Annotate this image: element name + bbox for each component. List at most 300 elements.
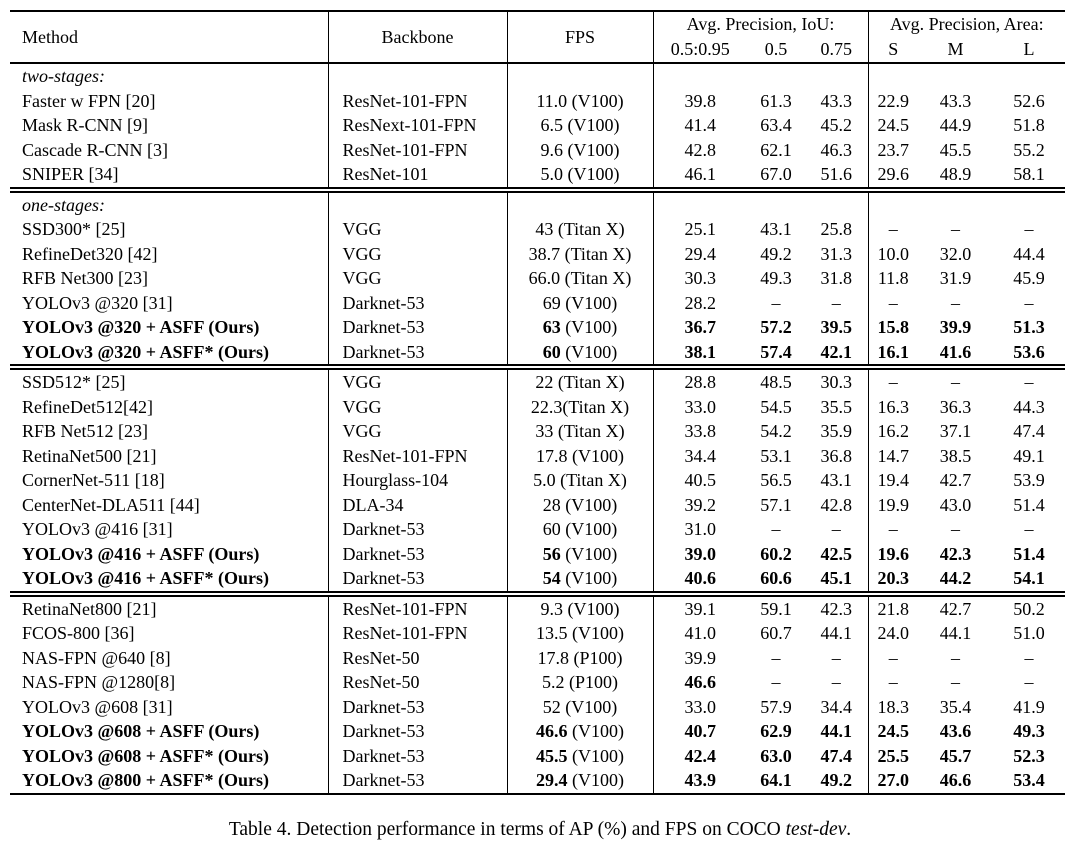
table-row — [10, 89, 1065, 114]
fps-value: 5.0 — [533, 470, 556, 490]
ap-area-cell: 35.4 — [939, 696, 972, 717]
method-cell: YOLOv3 @320 + ASFF (Ours) — [10, 315, 328, 340]
ap-iou-cell: 42.1 — [805, 340, 868, 368]
ap-iou-cell: 25.1 — [684, 219, 716, 239]
fps-device: (V100) — [560, 568, 618, 588]
table-row — [10, 566, 1065, 594]
ap-area-cell: 38.5 — [939, 445, 972, 466]
fps-device: (V100) — [567, 90, 624, 111]
ap-area-cell: – — [888, 519, 898, 539]
ap-area-cell: 19.4 — [877, 470, 910, 490]
fps-device: (V100) — [560, 696, 618, 717]
col-header-iou-05-095: 0.5:0.95 — [670, 39, 730, 59]
empty-cell — [805, 190, 868, 218]
fps-value: 6.5 — [540, 115, 563, 135]
ap-area-cell: 25.5 — [877, 745, 910, 766]
table-row — [10, 138, 1065, 163]
ap-area-cell: – — [951, 672, 961, 692]
ap-area-cell: 45.9 — [1013, 268, 1045, 288]
backbone-cell: VGG — [328, 419, 507, 444]
ap-area-cell: 37.1 — [939, 421, 972, 441]
ap-iou-cell: 39.5 — [805, 315, 868, 340]
ap-iou-cell: 63.4 — [760, 115, 792, 135]
ap-area-cell: 46.6 — [939, 770, 972, 790]
table-row — [10, 113, 1065, 138]
ap-area-cell: 44.9 — [939, 115, 972, 135]
fps-value: 28 — [542, 494, 561, 515]
backbone-cell: Darknet-53 — [328, 719, 507, 744]
empty-cell — [918, 190, 993, 218]
fps-device: (Titan X) — [555, 470, 627, 490]
ap-iou-cell: 43.1 — [805, 468, 868, 493]
fps-cell — [507, 566, 653, 594]
ap-iou-cell: 42.5 — [805, 542, 868, 567]
fps-cell — [507, 113, 653, 138]
method-cell: Cascade R-CNN [3] — [10, 138, 328, 163]
ap-iou-cell: 36.7 — [684, 317, 716, 337]
empty-cell — [507, 63, 653, 89]
ap-area-cell: 51.3 — [1013, 317, 1045, 337]
ap-iou-cell: 39.2 — [684, 494, 716, 515]
method-cell: RFB Net512 [23] — [10, 419, 328, 444]
ap-area-cell: 19.9 — [877, 494, 910, 515]
fps-cell — [507, 266, 653, 291]
ap-area-cell: – — [888, 647, 898, 668]
fps-cell — [507, 646, 653, 671]
method-cell: RefineDet320 [42] — [10, 242, 328, 267]
fps-device: (V100) — [567, 445, 624, 466]
fps-device: (Titan X) — [553, 219, 625, 239]
table-row — [10, 419, 1065, 444]
method-cell: RFB Net300 [23] — [10, 266, 328, 291]
ap-area-cell: 43.3 — [939, 90, 972, 111]
fps-cell — [507, 138, 653, 163]
backbone-cell: ResNet-50 — [328, 670, 507, 695]
table-section — [10, 190, 1065, 368]
ap-area-cell: 44.4 — [1013, 243, 1045, 264]
fps-cell — [507, 517, 653, 542]
fps-device: (Titan X) — [560, 243, 632, 264]
ap-area-cell: 42.7 — [939, 470, 972, 490]
ap-iou-cell: 35.5 — [805, 395, 868, 420]
ap-iou-cell: 40.5 — [684, 470, 716, 490]
ap-iou-cell: 57.1 — [760, 494, 792, 515]
ap-iou-cell: 61.3 — [760, 90, 792, 111]
fps-cell — [507, 493, 653, 518]
fps-cell — [507, 768, 653, 794]
ap-iou-cell: 57.2 — [760, 317, 792, 337]
ap-area-cell: – — [1024, 292, 1034, 313]
ap-area-cell: 44.3 — [1013, 396, 1045, 417]
fps-device: (V100) — [560, 494, 618, 515]
ap-iou-cell: 30.3 — [805, 367, 868, 395]
ap-iou-cell: 60.6 — [760, 568, 792, 588]
fps-cell — [507, 468, 653, 493]
backbone-cell: VGG — [328, 266, 507, 291]
fps-cell — [507, 670, 653, 695]
fps-value: 11.0 — [536, 90, 568, 111]
backbone-cell: ResNet-101-FPN — [328, 594, 507, 622]
ap-area-cell: – — [868, 367, 918, 395]
ap-area-cell: 24.5 — [877, 721, 910, 741]
ap-iou-cell: 59.1 — [747, 594, 805, 622]
fps-value: 46.6 — [536, 721, 568, 741]
ap-area-cell: 41.6 — [939, 341, 972, 362]
backbone-cell: Darknet-53 — [328, 291, 507, 316]
ap-area-cell: – — [993, 367, 1065, 395]
fps-cell — [507, 395, 653, 420]
ap-iou-cell: 54.5 — [760, 396, 792, 417]
empty-cell — [868, 63, 918, 89]
ap-area-cell: – — [1024, 647, 1034, 668]
backbone-cell: VGG — [328, 242, 507, 267]
method-cell: NAS-FPN @1280[8] — [10, 670, 328, 695]
ap-area-cell: 24.5 — [877, 115, 910, 135]
fps-cell — [507, 162, 653, 190]
ap-area-cell: – — [951, 647, 961, 668]
ap-area-cell: 20.3 — [877, 568, 910, 588]
fps-value: 69 — [542, 292, 561, 313]
method-cell: SSD512* [25] — [10, 367, 328, 395]
backbone-cell: VGG — [328, 367, 507, 395]
fps-value: 22 — [535, 372, 554, 392]
ap-area-cell: 42.7 — [918, 594, 993, 622]
ap-iou-cell: 28.2 — [684, 292, 716, 313]
method-cell: YOLOv3 @416 + ASFF (Ours) — [10, 542, 328, 567]
table-row — [10, 340, 1065, 368]
ap-iou-cell: 31.3 — [805, 242, 868, 267]
ap-area-cell: – — [1024, 672, 1034, 692]
backbone-cell: ResNet-101-FPN — [328, 89, 507, 114]
fps-device: (V100) — [563, 115, 620, 135]
fps-device: (V100) — [563, 164, 620, 184]
ap-iou-cell: – — [805, 517, 868, 542]
ap-iou-cell: 33.0 — [684, 396, 716, 417]
fps-value: 43 — [535, 219, 554, 239]
ap-iou-cell: – — [771, 292, 781, 313]
method-cell: YOLOv3 @416 [31] — [10, 517, 328, 542]
section-label-row — [10, 190, 1065, 218]
backbone-cell: VGG — [328, 217, 507, 242]
ap-area-cell: 52.6 — [1013, 90, 1045, 111]
ap-iou-cell: 51.6 — [805, 162, 868, 190]
empty-cell — [993, 190, 1065, 218]
ap-area-cell: 29.6 — [877, 164, 910, 184]
ap-iou-cell: – — [805, 646, 868, 671]
table-section — [10, 594, 1065, 794]
table-section — [10, 367, 1065, 594]
col-header-iou-05: 0.5 — [764, 39, 788, 59]
table-row — [10, 646, 1065, 671]
ap-area-cell: – — [1024, 219, 1034, 239]
fps-cell — [507, 444, 653, 469]
fps-device: (P100) — [569, 647, 623, 668]
ap-iou-cell: – — [771, 647, 781, 668]
fps-value: 13.5 — [536, 623, 568, 643]
empty-cell — [805, 63, 868, 89]
backbone-cell: Darknet-53 — [328, 695, 507, 720]
backbone-cell: ResNet-101-FPN — [328, 444, 507, 469]
fps-cell — [507, 695, 653, 720]
col-header-area-l: L — [1023, 39, 1035, 59]
ap-iou-cell: 28.8 — [653, 367, 747, 395]
empty-cell — [868, 190, 918, 218]
fps-value: 66.0 — [528, 268, 561, 288]
ap-area-cell: 10.0 — [877, 243, 910, 264]
table-row — [10, 217, 1065, 242]
detection-results-table — [10, 10, 1065, 795]
backbone-cell: ResNet-101-FPN — [328, 138, 507, 163]
ap-iou-cell: 64.1 — [760, 770, 792, 790]
ap-iou-cell: 44.1 — [805, 719, 868, 744]
fps-device: (V100) — [563, 598, 620, 619]
ap-area-cell: 27.0 — [877, 770, 910, 790]
ap-iou-cell: 43.1 — [760, 219, 792, 239]
ap-iou-cell: 62.1 — [760, 139, 792, 160]
ap-iou-cell: 39.1 — [653, 594, 747, 622]
col-header-iou-075: 0.75 — [805, 37, 868, 63]
ap-area-cell: 55.2 — [1013, 139, 1045, 160]
fps-device: (Titan X) — [553, 421, 625, 441]
fps-device: (V100) — [567, 745, 624, 766]
table-row — [10, 621, 1065, 646]
fps-device: (V100) — [560, 292, 618, 313]
fps-value: 29.4 — [536, 770, 568, 790]
fps-device: (V100) — [560, 519, 618, 539]
ap-iou-cell: 31.8 — [805, 266, 868, 291]
method-cell: RefineDet512[42] — [10, 395, 328, 420]
section-label: one-stages: — [10, 190, 328, 218]
fps-cell — [507, 621, 653, 646]
fps-device: (V100) — [560, 543, 618, 564]
fps-device: (Titan X) — [560, 268, 632, 288]
ap-iou-cell: 34.4 — [684, 445, 716, 466]
table-row — [10, 367, 1065, 395]
ap-area-cell: 32.0 — [939, 243, 972, 264]
ap-area-cell: 41.9 — [1013, 696, 1045, 717]
ap-iou-cell: 46.1 — [684, 164, 716, 184]
empty-cell — [918, 63, 993, 89]
ap-area-cell: 14.7 — [877, 445, 910, 466]
ap-iou-cell: – — [771, 519, 781, 539]
method-cell: SSD300* [25] — [10, 217, 328, 242]
fps-value: 60 — [542, 341, 561, 362]
empty-cell — [653, 190, 747, 218]
backbone-cell: Darknet-53 — [328, 744, 507, 769]
fps-value: 9.6 — [540, 139, 563, 160]
empty-cell — [747, 63, 805, 89]
ap-iou-cell: 53.1 — [760, 445, 792, 466]
ap-area-cell: 24.0 — [877, 623, 910, 643]
method-cell: RetinaNet800 [21] — [10, 594, 328, 622]
table-row — [10, 542, 1065, 567]
ap-iou-cell: 25.8 — [805, 217, 868, 242]
ap-area-cell: – — [888, 672, 898, 692]
method-cell: YOLOv3 @608 + ASFF* (Ours) — [10, 744, 328, 769]
ap-iou-cell: 40.7 — [684, 721, 716, 741]
ap-iou-cell: – — [805, 670, 868, 695]
ap-iou-cell: 42.8 — [805, 493, 868, 518]
method-cell: YOLOv3 @416 + ASFF* (Ours) — [10, 566, 328, 594]
ap-iou-cell: 46.6 — [684, 672, 716, 692]
fps-value: 33 — [535, 421, 554, 441]
backbone-cell: Darknet-53 — [328, 542, 507, 567]
ap-area-cell: – — [888, 292, 898, 313]
ap-area-cell: 51.4 — [1013, 543, 1045, 564]
table-row — [10, 594, 1065, 622]
fps-cell — [507, 340, 653, 368]
ap-iou-cell: 43.3 — [805, 89, 868, 114]
ap-iou-cell: 56.5 — [760, 470, 792, 490]
ap-area-cell: 51.4 — [1013, 494, 1045, 515]
table-row — [10, 162, 1065, 190]
table-row — [10, 744, 1065, 769]
ap-area-cell: 31.9 — [939, 268, 972, 288]
ap-iou-cell: 54.2 — [760, 421, 792, 441]
table-row — [10, 315, 1065, 340]
ap-iou-cell: 40.6 — [684, 568, 716, 588]
ap-iou-cell: 48.5 — [747, 367, 805, 395]
fps-device: (V100) — [567, 770, 624, 790]
col-header-avg-precision-iou: Avg. Precision, IoU: — [653, 11, 868, 37]
ap-iou-cell: 41.4 — [684, 115, 716, 135]
ap-area-cell: – — [918, 367, 993, 395]
caption-dataset-name: test-dev — [785, 819, 847, 840]
ap-area-cell: 11.8 — [877, 268, 909, 288]
table-section — [10, 63, 1065, 190]
fps-device: (V100) — [567, 721, 624, 741]
ap-area-cell: 42.3 — [939, 543, 972, 564]
backbone-cell: Hourglass-104 — [328, 468, 507, 493]
table-row — [10, 670, 1065, 695]
ap-area-cell: 44.1 — [939, 623, 972, 643]
empty-cell — [507, 190, 653, 218]
ap-iou-cell: 57.4 — [760, 341, 792, 362]
fps-cell — [507, 217, 653, 242]
ap-iou-cell: 41.0 — [684, 623, 716, 643]
table-row — [10, 493, 1065, 518]
ap-area-cell: 23.7 — [877, 139, 910, 160]
ap-area-cell: 48.9 — [939, 164, 972, 184]
ap-area-cell: 53.9 — [1013, 470, 1045, 490]
fps-cell — [507, 419, 653, 444]
ap-iou-cell: – — [805, 291, 868, 316]
ap-area-cell: – — [888, 219, 898, 239]
caption-period: . — [846, 819, 852, 840]
table-header — [10, 11, 1065, 63]
fps-value: 9.3 — [540, 598, 563, 619]
method-cell: Mask R-CNN [9] — [10, 113, 328, 138]
fps-device: (V100) — [560, 341, 618, 362]
ap-iou-cell: 60.2 — [760, 543, 792, 564]
ap-iou-cell: 57.9 — [760, 696, 792, 717]
ap-area-cell: 43.0 — [939, 494, 972, 515]
backbone-cell: ResNet-101-FPN — [328, 621, 507, 646]
ap-iou-cell: 39.9 — [684, 647, 716, 668]
backbone-cell: Darknet-53 — [328, 340, 507, 368]
fps-cell — [507, 594, 653, 622]
fps-device: (V100) — [560, 317, 618, 337]
backbone-cell: ResNet-50 — [328, 646, 507, 671]
ap-area-cell: 16.1 — [877, 341, 910, 362]
ap-iou-cell: 39.8 — [684, 90, 716, 111]
fps-cell — [507, 542, 653, 567]
ap-area-cell: 22.9 — [877, 90, 910, 111]
table-row — [10, 444, 1065, 469]
method-cell: Faster w FPN [20] — [10, 89, 328, 114]
backbone-cell: DLA-34 — [328, 493, 507, 518]
backbone-cell: Darknet-53 — [328, 517, 507, 542]
ap-iou-cell: 49.2 — [760, 243, 792, 264]
table-row — [10, 719, 1065, 744]
method-cell: SNIPER [34] — [10, 162, 328, 190]
col-header-method: Method — [10, 11, 328, 63]
ap-area-cell: 21.8 — [868, 594, 918, 622]
ap-iou-cell: 67.0 — [760, 164, 792, 184]
ap-area-cell: 39.9 — [939, 317, 972, 337]
ap-area-cell: 52.3 — [1013, 745, 1045, 766]
ap-area-cell: 45.7 — [939, 745, 972, 766]
ap-iou-cell: 29.4 — [684, 243, 716, 264]
fps-cell — [507, 89, 653, 114]
table-row — [10, 768, 1065, 794]
col-header-fps: FPS — [507, 11, 653, 63]
empty-cell — [653, 63, 747, 89]
col-header-area-s: S — [888, 39, 899, 59]
method-cell: YOLOv3 @320 + ASFF* (Ours) — [10, 340, 328, 368]
ap-area-cell: – — [951, 219, 961, 239]
ap-iou-cell: 30.3 — [684, 268, 716, 288]
col-header-backbone: Backbone — [328, 11, 507, 63]
empty-cell — [993, 63, 1065, 89]
ap-iou-cell: 42.3 — [805, 594, 868, 622]
ap-area-cell: 44.2 — [939, 568, 972, 588]
fps-value: 56 — [542, 543, 561, 564]
ap-iou-cell: – — [771, 672, 781, 692]
ap-area-cell: 43.6 — [939, 721, 972, 741]
method-cell: CornerNet-511 [18] — [10, 468, 328, 493]
ap-iou-cell: 35.9 — [805, 419, 868, 444]
table-row — [10, 266, 1065, 291]
ap-iou-cell: 43.9 — [684, 770, 716, 790]
ap-area-cell: 58.1 — [1013, 164, 1045, 184]
section-label-row — [10, 63, 1065, 89]
backbone-cell: Darknet-53 — [328, 566, 507, 594]
ap-iou-cell: 49.2 — [805, 768, 868, 794]
ap-iou-cell: 33.8 — [684, 421, 716, 441]
ap-area-cell: 16.3 — [877, 396, 910, 417]
ap-iou-cell: 63.0 — [760, 745, 792, 766]
fps-cell — [507, 719, 653, 744]
fps-device: (Titan X) — [562, 396, 630, 417]
ap-iou-cell: 33.0 — [684, 696, 716, 717]
backbone-cell: Darknet-53 — [328, 768, 507, 794]
fps-cell — [507, 242, 653, 267]
ap-area-cell: 49.3 — [1013, 721, 1045, 741]
table-row — [10, 517, 1065, 542]
ap-area-cell: 53.6 — [1013, 341, 1045, 362]
ap-area-cell: 51.0 — [1013, 623, 1045, 643]
empty-cell — [747, 190, 805, 218]
ap-area-cell: – — [951, 519, 961, 539]
ap-area-cell: 51.8 — [1013, 115, 1045, 135]
backbone-cell: ResNext-101-FPN — [328, 113, 507, 138]
method-cell: YOLOv3 @320 [31] — [10, 291, 328, 316]
fps-value: 38.7 — [528, 243, 561, 264]
ap-area-cell: 19.6 — [877, 543, 910, 564]
fps-value: 52 — [542, 696, 561, 717]
fps-device: (V100) — [567, 623, 624, 643]
